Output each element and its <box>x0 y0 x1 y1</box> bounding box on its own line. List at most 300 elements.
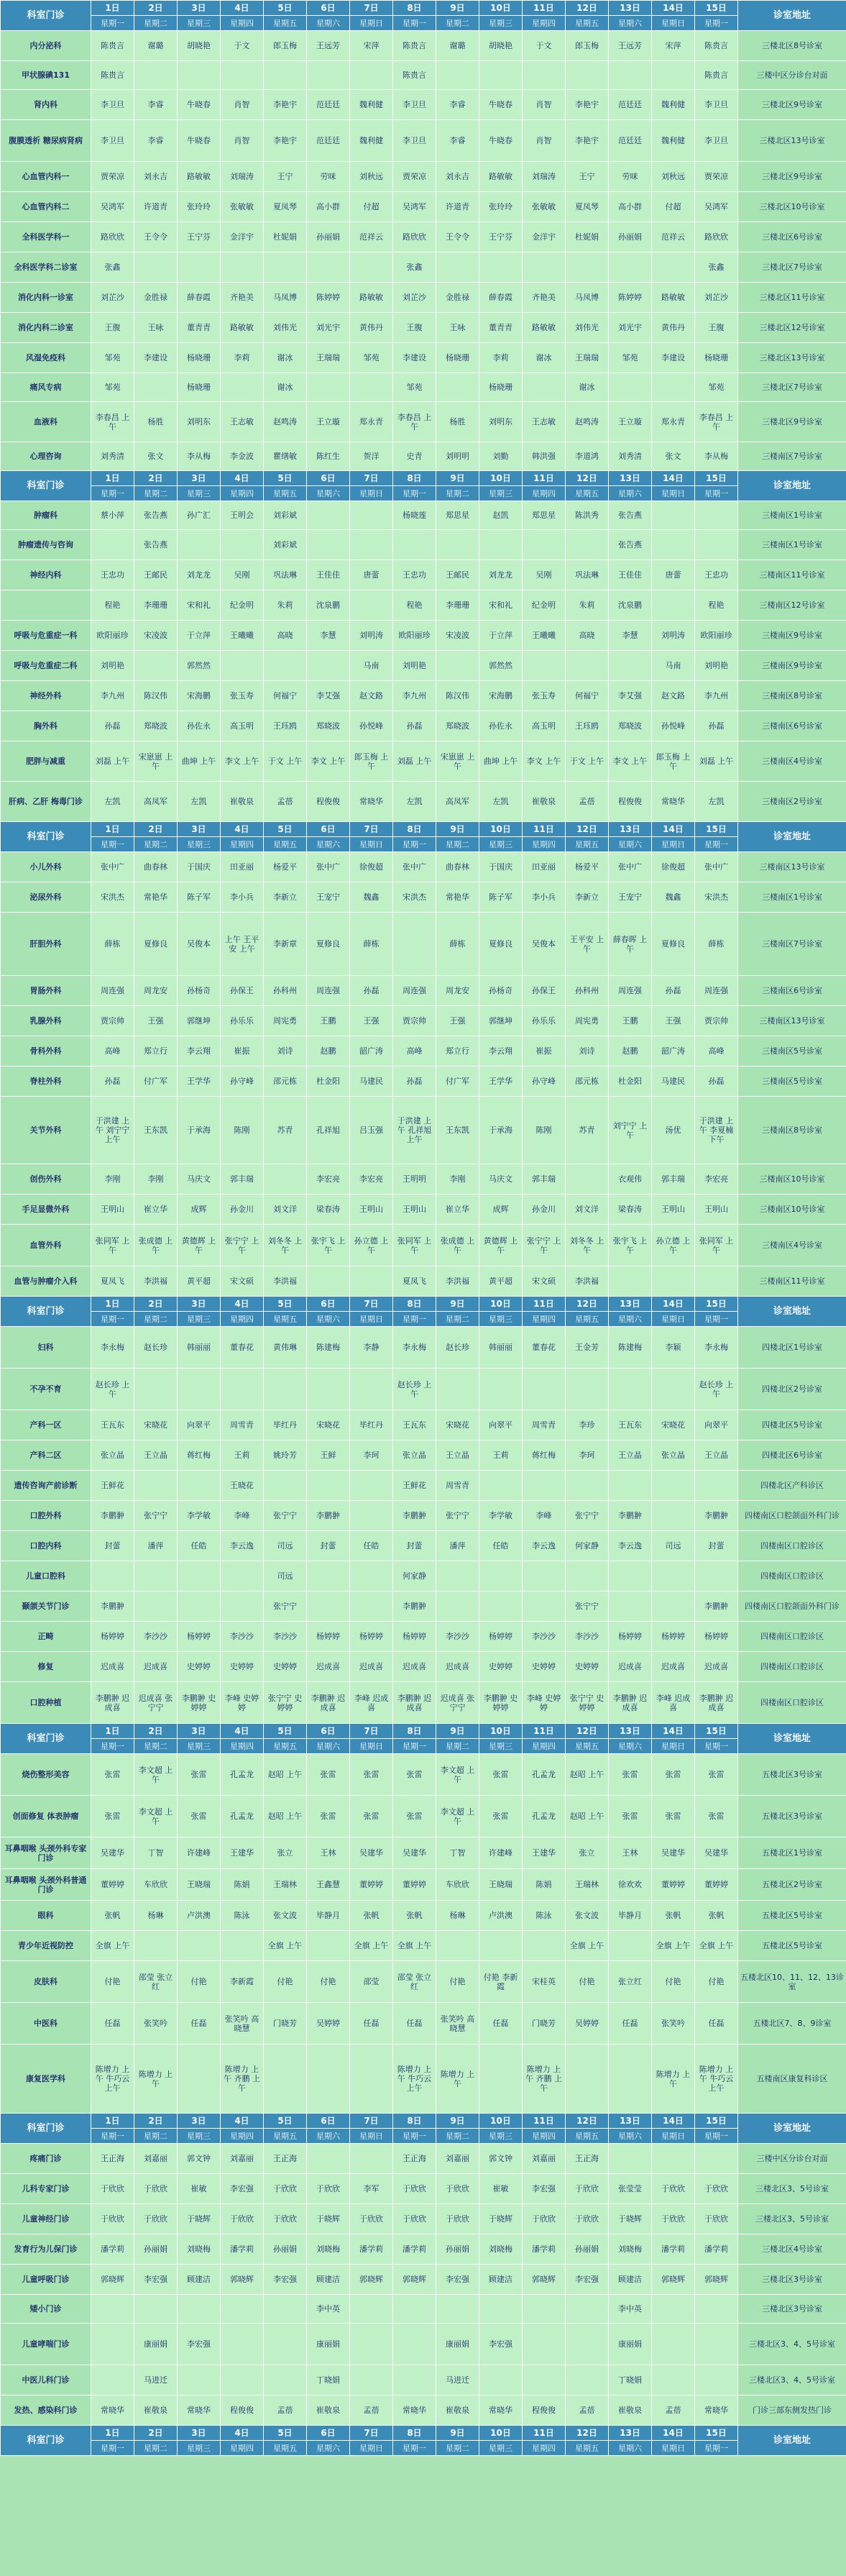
doctor-cell: 李文超 上午 <box>134 1796 178 1837</box>
weekday-header: 星期四 <box>221 16 264 31</box>
doctor-cell: 李文 上午 <box>609 741 652 782</box>
doctor-cell: 宋晓花 <box>436 1410 479 1440</box>
doctor-cell: 李沙沙 <box>436 1622 479 1652</box>
doctor-cell: 王鲜花 <box>393 1471 436 1501</box>
doctor-cell: 孙科州 <box>566 976 609 1006</box>
weekday-header: 星期三 <box>479 1739 523 1754</box>
doctor-cell <box>350 2295 393 2324</box>
weekday-header: 星期日 <box>652 1312 695 1327</box>
doctor-cell: 孙立德 上午 <box>350 1225 393 1266</box>
day-header: 12日 <box>566 2114 609 2129</box>
day-header: 4日 <box>221 1 264 16</box>
doctor-cell <box>479 2365 523 2395</box>
doctor-cell: 王明山 <box>695 1195 738 1225</box>
doctor-cell: 张帆 <box>393 1901 436 1931</box>
doctor-cell: 徐俊超 <box>652 852 695 882</box>
doctor-cell <box>566 61 609 90</box>
day-header: 5日 <box>264 822 307 837</box>
doctor-cell: 付超 <box>350 192 393 222</box>
doctor-cell <box>307 501 350 530</box>
doctor-cell: 张中广 <box>91 852 134 882</box>
doctor-cell: 李文超 上午 <box>134 1754 178 1796</box>
doctor-cell: 孟蓓 <box>566 2395 609 2426</box>
doctor-cell: 王正海 <box>91 2144 134 2174</box>
doctor-cell <box>221 1931 264 1961</box>
doctor-cell: 王宁 <box>566 162 609 192</box>
doctor-cell: 吴建华 <box>393 1837 436 1869</box>
doctor-cell <box>609 1591 652 1622</box>
weekday-header: 星期五 <box>264 1312 307 1327</box>
doctor-cell: 张雷 <box>695 1754 738 1796</box>
doctor-cell: 张立晶 <box>652 1440 695 1471</box>
room-address: 五楼北区5号诊室 <box>738 1931 846 1961</box>
doctor-cell: 王东凯 <box>436 1097 479 1164</box>
doctor-cell: 黄德辉 上午 <box>178 1225 221 1266</box>
doctor-cell: 陈洪秀 <box>566 501 609 530</box>
doctor-cell <box>178 1471 221 1501</box>
doctor-cell <box>221 1561 264 1591</box>
doctor-cell: 李艾强 <box>609 681 652 711</box>
doctor-cell: 刘明涛 <box>350 621 393 651</box>
doctor-cell: 杨晓莲 <box>393 501 436 530</box>
department-name: 胸外科 <box>1 711 91 741</box>
department-name: 肾内科 <box>1 90 91 120</box>
doctor-cell: 许道青 <box>436 192 479 222</box>
schedule-row <box>1 782 846 822</box>
doctor-cell: 姚玲芳 <box>264 1440 307 1471</box>
room-address: 三楼南区7号诊室 <box>738 913 846 976</box>
weekday-header: 星期日 <box>350 1739 393 1754</box>
doctor-cell: 宋海鹏 <box>479 681 523 711</box>
doctor-cell: 王腹 <box>393 313 436 343</box>
doctor-cell: 于欣欣 <box>566 2204 609 2234</box>
room-address: 三楼北区9号诊室 <box>738 402 846 442</box>
doctor-cell: 郭晓辉 <box>393 2265 436 2295</box>
doctor-cell: 上午 王平安 上午 <box>221 913 264 976</box>
doctor-cell: 周连强 <box>609 976 652 1006</box>
doctor-cell: 全旗 上午 <box>566 1931 609 1961</box>
doctor-cell: 杨婷婷 <box>307 1622 350 1652</box>
doctor-cell: 李九州 <box>695 681 738 711</box>
doctor-cell: 孙磊 <box>393 1067 436 1097</box>
doctor-cell: 路敏敏 <box>178 162 221 192</box>
doctor-cell: 李宏亮 <box>350 1164 393 1195</box>
schedule-row <box>1 1266 846 1297</box>
schedule-row <box>1 252 846 283</box>
doctor-cell: 付艳 <box>264 1961 307 2003</box>
doctor-cell: 张告燕 <box>134 501 178 530</box>
doctor-cell: 宋海鹏 <box>178 681 221 711</box>
doctor-cell: 王正海 <box>264 2144 307 2174</box>
doctor-cell: 孙佐永 <box>178 711 221 741</box>
doctor-cell: 路敏敏 <box>652 283 695 313</box>
weekday-header: 星期二 <box>134 16 178 31</box>
doctor-cell: 郑立行 <box>134 1036 178 1067</box>
day-header: 11日 <box>523 822 566 837</box>
day-header: 5日 <box>264 2114 307 2129</box>
doctor-cell: 李鹏翀 迟成喜 <box>91 1682 134 1724</box>
weekday-header: 星期五 <box>264 2129 307 2144</box>
room-address: 三楼南区9号诊室 <box>738 651 846 681</box>
doctor-cell: 朱莉 <box>264 590 307 621</box>
doctor-cell: 陈红生 <box>307 442 350 471</box>
day-header: 3日 <box>178 2426 221 2441</box>
address-column-header: 诊室地址 <box>738 1 846 31</box>
doctor-cell: 邵莹 张立红 <box>393 1961 436 2003</box>
doctor-cell: 张宇飞 上午 <box>609 1225 652 1266</box>
doctor-cell: 付广军 <box>134 1067 178 1097</box>
doctor-cell: 周雪青 <box>221 1410 264 1440</box>
doctor-cell: 陈增力 上午 齐鹏 上午 <box>523 2045 566 2114</box>
doctor-cell: 张宇飞 上午 <box>307 1225 350 1266</box>
doctor-cell: 史婷婷 <box>221 1652 264 1682</box>
doctor-cell: 范廷廷 <box>307 120 350 162</box>
doctor-cell: 贾宗帅 <box>695 1006 738 1036</box>
doctor-cell <box>479 1931 523 1961</box>
doctor-cell: 韩丽丽 <box>178 1327 221 1369</box>
room-address: 四楼南区口腔诊区 <box>738 1682 846 1724</box>
doctor-cell <box>393 2324 436 2365</box>
doctor-cell: 崔敏 <box>479 2174 523 2204</box>
day-header: 1日 <box>91 1724 134 1739</box>
day-header: 6日 <box>307 2426 350 2441</box>
day-header: 3日 <box>178 471 221 486</box>
doctor-cell: 王腹 <box>91 313 134 343</box>
doctor-cell: 李从梅 <box>178 442 221 471</box>
doctor-cell <box>307 61 350 90</box>
doctor-cell: 郭然然 <box>479 651 523 681</box>
department-name: 肝病、乙肝 梅毒门诊 <box>1 782 91 822</box>
weekday-header: 星期日 <box>350 837 393 852</box>
doctor-cell <box>307 530 350 560</box>
doctor-cell: 高凤军 <box>436 782 479 822</box>
doctor-cell: 毕红丹 <box>350 1410 393 1440</box>
doctor-cell: 孙丽娟 <box>134 2234 178 2265</box>
doctor-cell: 张文 <box>652 442 695 471</box>
doctor-cell: 张玉寿 <box>221 681 264 711</box>
doctor-cell: 黄平超 <box>178 1266 221 1297</box>
doctor-cell: 康丽娟 <box>134 2324 178 2365</box>
day-header: 4日 <box>221 2426 264 2441</box>
doctor-cell: 李艳宇 <box>566 120 609 162</box>
doctor-cell: 李永梅 <box>393 1327 436 1369</box>
department-name: 眼科 <box>1 1901 91 1931</box>
doctor-cell: 孟蓓 <box>350 2395 393 2426</box>
doctor-cell: 宋和礼 <box>479 590 523 621</box>
doctor-cell: 潘学莉 <box>695 2234 738 2265</box>
doctor-cell: 王宁 <box>264 162 307 192</box>
weekday-header: 星期一 <box>91 1739 134 1754</box>
day-header: 9日 <box>436 471 479 486</box>
doctor-cell: 魏利健 <box>652 90 695 120</box>
day-header: 15日 <box>695 2426 738 2441</box>
doctor-cell: 程艳 <box>695 590 738 621</box>
doctor-cell: 金胜禄 <box>134 283 178 313</box>
doctor-cell: 于欣欣 <box>436 2174 479 2204</box>
day-header: 10日 <box>479 1 523 16</box>
doctor-cell: 衣观伟 <box>609 1164 652 1195</box>
doctor-cell <box>609 61 652 90</box>
doctor-cell: 王鑫慧 <box>307 1869 350 1901</box>
schedule-row <box>1 1164 846 1195</box>
doctor-cell: 孔孟龙 <box>221 1796 264 1837</box>
doctor-cell <box>221 1591 264 1622</box>
doctor-cell <box>652 1561 695 1591</box>
doctor-cell: 李卫旦 <box>91 90 134 120</box>
doctor-cell: 李学敏 <box>178 1501 221 1531</box>
doctor-cell: 刘永吉 <box>134 162 178 192</box>
doctor-cell: 王立璇 <box>609 402 652 442</box>
doctor-cell <box>134 1369 178 1410</box>
doctor-cell: 王令令 <box>436 222 479 252</box>
doctor-cell: 于欣欣 <box>695 2204 738 2234</box>
doctor-cell <box>652 1471 695 1501</box>
room-address: 三楼南区8号诊室 <box>738 681 846 711</box>
doctor-cell: 郑晓波 <box>609 711 652 741</box>
weekday-header: 星期二 <box>134 486 178 501</box>
doctor-cell: 李珂 <box>350 1440 393 1471</box>
department-name: 心理咨询 <box>1 442 91 471</box>
schedule-row <box>1 913 846 976</box>
schedule-row <box>1 1471 846 1501</box>
doctor-cell: 刘诗 <box>264 1036 307 1067</box>
doctor-cell: 张告燕 <box>134 530 178 560</box>
weekday-header: 星期二 <box>134 2441 178 2456</box>
weekday-header: 星期一 <box>695 2129 738 2144</box>
room-address: 四楼北区6号诊室 <box>738 1440 846 1471</box>
doctor-cell: 李文 上午 <box>307 741 350 782</box>
doctor-cell: 王鲜 <box>307 1440 350 1471</box>
doctor-cell: 贾荣凉 <box>91 162 134 192</box>
schedule-row <box>1 2234 846 2265</box>
doctor-cell: 付艳 <box>307 1961 350 2003</box>
department-name: 小儿外科 <box>1 852 91 882</box>
doctor-cell: 李慧 <box>609 621 652 651</box>
doctor-cell: 夏修良 <box>134 913 178 976</box>
weekday-header: 星期二 <box>134 2129 178 2144</box>
doctor-cell <box>350 530 393 560</box>
doctor-cell: 巩法琳 <box>264 560 307 590</box>
doctor-cell: 陈婷婷 <box>609 283 652 313</box>
department-name: 神经内科 <box>1 560 91 590</box>
doctor-cell: 邵莹 张立红 <box>134 1961 178 2003</box>
doctor-cell: 何家静 <box>566 1531 609 1561</box>
department-name: 不孕不育 <box>1 1369 91 1410</box>
doctor-cell: 左凯 <box>695 782 738 822</box>
room-address: 四楼北区5号诊室 <box>738 1410 846 1440</box>
doctor-cell: 金胜禄 <box>436 283 479 313</box>
schedule-row <box>1 651 846 681</box>
schedule-row <box>1 1652 846 1682</box>
department-name: 儿童神经门诊 <box>1 2204 91 2234</box>
department-name: 儿童哮喘门诊 <box>1 2324 91 2365</box>
doctor-cell: 付艳 <box>178 1961 221 2003</box>
doctor-cell: 王立晶 <box>609 1440 652 1471</box>
day-header: 4日 <box>221 2114 264 2129</box>
day-header: 4日 <box>221 1724 264 1739</box>
day-header: 12日 <box>566 822 609 837</box>
doctor-cell: 张宁宁 上午 <box>221 1225 264 1266</box>
day-header: 1日 <box>91 2426 134 2441</box>
doctor-cell: 吴建华 <box>91 1837 134 1869</box>
doctor-cell: 肖智 <box>523 120 566 162</box>
doctor-cell: 李沙沙 <box>264 1622 307 1652</box>
room-address: 三楼北区3、4、5号诊室 <box>738 2365 846 2395</box>
weekday-header: 星期一 <box>695 2441 738 2456</box>
doctor-cell: 常晓华 <box>393 2395 436 2426</box>
doctor-cell: 周连强 <box>307 976 350 1006</box>
doctor-cell <box>523 2324 566 2365</box>
doctor-cell: 孔祥旭 <box>307 1097 350 1164</box>
doctor-cell: 董青青 <box>178 313 221 343</box>
weekday-header: 星期六 <box>609 1312 652 1327</box>
day-header: 13日 <box>609 822 652 837</box>
doctor-cell <box>91 2324 134 2365</box>
doctor-cell: 陈贵言 <box>91 61 134 90</box>
room-address: 三楼南区1号诊室 <box>738 530 846 560</box>
department-name: 发育行为儿保门诊 <box>1 2234 91 2265</box>
doctor-cell: 杜妮娟 <box>264 222 307 252</box>
doctor-cell: 刘彩斌 <box>264 501 307 530</box>
department-name: 青少年近视防控 <box>1 1931 91 1961</box>
doctor-cell: 张帆 <box>695 1901 738 1931</box>
doctor-cell: 迟成喜 张宁宁 <box>436 1682 479 1724</box>
doctor-cell: 刘晓梅 <box>609 2234 652 2265</box>
doctor-cell: 向翠平 <box>479 1410 523 1440</box>
doctor-cell: 杨婷婷 <box>178 1622 221 1652</box>
doctor-cell: 王明会 <box>221 501 264 530</box>
doctor-cell: 吴鸿军 <box>393 192 436 222</box>
doctor-cell <box>436 651 479 681</box>
doctor-cell: 吕玉强 <box>350 1097 393 1164</box>
department-name: 手足显微外科 <box>1 1195 91 1225</box>
day-header: 1日 <box>91 822 134 837</box>
room-address: 四楼南区口腔颌面外科门诊 <box>738 1501 846 1531</box>
day-header: 11日 <box>523 1724 566 1739</box>
doctor-cell: 张雷 <box>91 1754 134 1796</box>
doctor-cell: 张文波 <box>264 1901 307 1931</box>
doctor-cell: 付超 <box>652 192 695 222</box>
schedule-row <box>1 120 846 162</box>
doctor-cell <box>134 1931 178 1961</box>
weekday-header: 星期三 <box>178 1312 221 1327</box>
weekday-header: 星期日 <box>350 2129 393 2144</box>
doctor-cell: 李卫旦 <box>695 90 738 120</box>
doctor-cell: 王瓦东 <box>393 1410 436 1440</box>
doctor-cell: 于欣欣 <box>91 2204 134 2234</box>
doctor-cell: 谢冰 <box>523 343 566 373</box>
doctor-cell: 邵元栋 <box>566 1067 609 1097</box>
weekday-header: 星期五 <box>264 1739 307 1754</box>
doctor-cell: 张雷 <box>652 1796 695 1837</box>
doctor-cell <box>307 2144 350 2174</box>
room-address: 五楼北区10、11、12、13诊室 <box>738 1961 846 2003</box>
schedule-row <box>1 1097 846 1164</box>
doctor-cell: 李学敏 <box>479 1501 523 1531</box>
doctor-cell: 孙守峰 <box>221 1067 264 1097</box>
doctor-cell: 王晓瑞 <box>479 1869 523 1901</box>
doctor-cell: 陈增力 上午 <box>134 2045 178 2114</box>
doctor-cell <box>695 2365 738 2395</box>
doctor-cell: 李鹏翀 <box>91 1501 134 1531</box>
doctor-cell: 周宪勇 <box>264 1006 307 1036</box>
doctor-cell: 张玉寿 <box>523 681 566 711</box>
doctor-cell: 孙磊 <box>91 1067 134 1097</box>
doctor-cell: 李宏亮 <box>307 1164 350 1195</box>
doctor-cell: 于欣欣 <box>393 2204 436 2234</box>
department-name: 血管与肿瘤介入科 <box>1 1266 91 1297</box>
doctor-cell: 李睿 <box>436 90 479 120</box>
doctor-cell: 郭继坤 <box>178 1006 221 1036</box>
doctor-cell <box>264 2324 307 2365</box>
doctor-cell: 李睿 <box>134 90 178 120</box>
doctor-cell: 孙金川 <box>221 1195 264 1225</box>
doctor-cell: 于立萍 <box>479 621 523 651</box>
doctor-cell: 宋凌波 <box>436 621 479 651</box>
doctor-cell: 成辉 <box>479 1195 523 1225</box>
doctor-cell <box>393 2365 436 2395</box>
doctor-cell: 夏修良 <box>652 913 695 976</box>
doctor-cell <box>523 651 566 681</box>
day-header: 15日 <box>695 2114 738 2129</box>
doctor-cell <box>307 2045 350 2114</box>
doctor-cell: 王瑞林 <box>264 1869 307 1901</box>
doctor-cell: 李宏强 <box>479 2324 523 2365</box>
doctor-cell: 张中广 <box>609 852 652 882</box>
day-header: 7日 <box>350 2426 393 2441</box>
doctor-cell: 周雪青 <box>436 1471 479 1501</box>
doctor-cell: 韩洪强 <box>523 442 566 471</box>
doctor-cell: 张雷 <box>479 1754 523 1796</box>
doctor-cell: 程俊俊 <box>221 2395 264 2426</box>
doctor-cell: 迟成喜 <box>134 1652 178 1682</box>
doctor-cell: 李洪福 <box>566 1266 609 1297</box>
weekday-header: 星期一 <box>393 1312 436 1327</box>
weekday-header: 星期五 <box>566 486 609 501</box>
weekday-header: 星期一 <box>91 486 134 501</box>
doctor-cell: 李永梅 <box>91 1327 134 1369</box>
doctor-cell: 孙丽娟 <box>436 2234 479 2265</box>
doctor-cell: 孙磊 <box>350 976 393 1006</box>
schedule-row <box>1 31 846 61</box>
doctor-cell: 于欣欣 <box>695 2174 738 2204</box>
doctor-cell: 吴刚 <box>523 560 566 590</box>
day-header: 6日 <box>307 1724 350 1739</box>
doctor-cell: 谢璐 <box>134 31 178 61</box>
doctor-cell: 范廷廷 <box>609 120 652 162</box>
department-name: 遗传咨询产前诊断 <box>1 1471 91 1501</box>
weekday-header: 星期三 <box>479 837 523 852</box>
doctor-cell: 杨胜 <box>134 402 178 442</box>
schedule-row <box>1 1369 846 1410</box>
room-address: 三楼南区11号诊室 <box>738 560 846 590</box>
doctor-cell: 薛栋 <box>350 913 393 976</box>
doctor-cell: 李云逸 <box>221 1531 264 1561</box>
room-address: 三楼北区3、5号诊室 <box>738 2204 846 2234</box>
doctor-cell: 王明山 <box>652 1195 695 1225</box>
doctor-cell: 李云逸 <box>609 1531 652 1561</box>
day-header: 2日 <box>134 2114 178 2129</box>
doctor-cell: 张同军 上午 <box>695 1225 738 1266</box>
doctor-cell: 蒋红梅 <box>178 1440 221 1471</box>
doctor-cell: 刘磊 上午 <box>393 741 436 782</box>
doctor-cell <box>479 1591 523 1622</box>
doctor-cell: 张敏敏 <box>221 192 264 222</box>
doctor-cell: 陈子军 <box>479 882 523 913</box>
doctor-cell <box>350 2324 393 2365</box>
doctor-cell: 张成德 上午 <box>436 1225 479 1266</box>
doctor-cell: 孙丽娟 <box>609 222 652 252</box>
